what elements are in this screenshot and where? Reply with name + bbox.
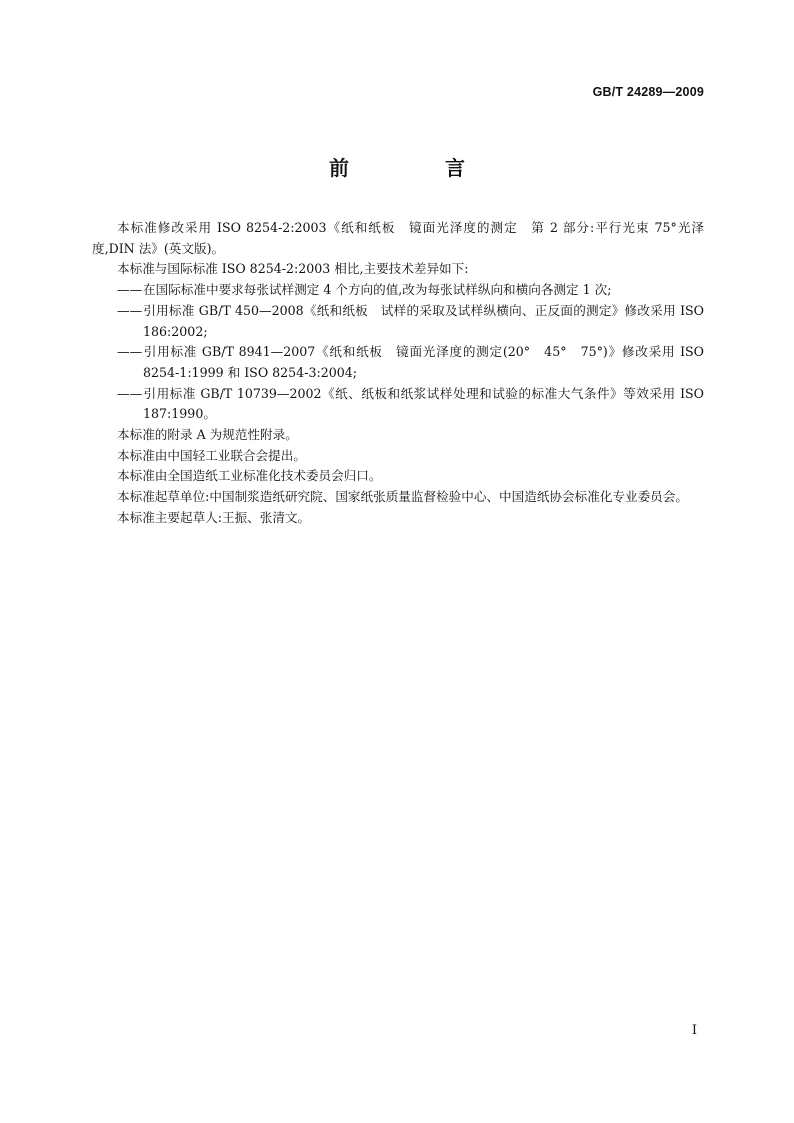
difference-item-4 [92,384,704,425]
page-title: 前 言 [329,156,503,180]
dash-marker: —— [117,282,143,298]
difference-item-1 [92,280,704,301]
paragraph-administrator: 本标准由全国造纸工业标准化技术委员会归口。 [117,468,382,484]
dash-marker: —— [117,344,143,360]
dash-marker: —— [117,385,143,401]
difference-item-text: 引用标准 GB/T 10739—2002《纸、纸板和纸浆试样处理和试验的标准大气条件》等效采用 ISO 187:1990。 [143,385,704,422]
difference-item-text: 在国际标准中要求每张试样测定 4 个方向的值,改为每张试样纵向和横向各测定 1 次; [143,282,612,298]
paragraph-adoption: 本标准修改采用 ISO 8254-2:2003《纸和纸板 镜面光泽度的测定 第 2 部分:平行光束 75°光泽度,DIN 法》(英文版)。 [92,220,704,256]
paragraph-annex: 本标准的附录 A 为规范性附录。 [117,427,298,443]
paragraph-drafting-units: 本标准起草单位:中国制浆造纸研究院、国家纸张质量监督检验中心、中国造纸协会标准化专业委员会。 [117,489,688,505]
difference-item-2 [92,301,704,342]
difference-item-text: 引用标准 GB/T 8941—2007《纸和纸板 镜面光泽度的测定(20° 45° 75°)》修改采用 ISO 8254-1:1999 和 ISO 8254-3:2004; [143,344,704,380]
paragraph-differences-intro: 本标准与国际标准 ISO 8254-2:2003 相比,主要技术差异如下: [117,261,469,277]
page-number: I [691,1023,697,1038]
dash-marker: —— [117,302,143,318]
paragraph-proposer: 本标准由中国轻工业联合会提出。 [117,447,306,463]
foreword-body [92,218,704,529]
standard-code: GB/T 24289—2009 [592,85,704,99]
difference-item-3 [92,342,704,383]
paragraph-drafters: 本标准主要起草人:王振、张清文。 [117,509,311,525]
difference-item-text: 引用标准 GB/T 450—2008《纸和纸板 试样的采取及试样纵横向、正反面的测定》修改采用 ISO 186:2002; [143,302,704,339]
